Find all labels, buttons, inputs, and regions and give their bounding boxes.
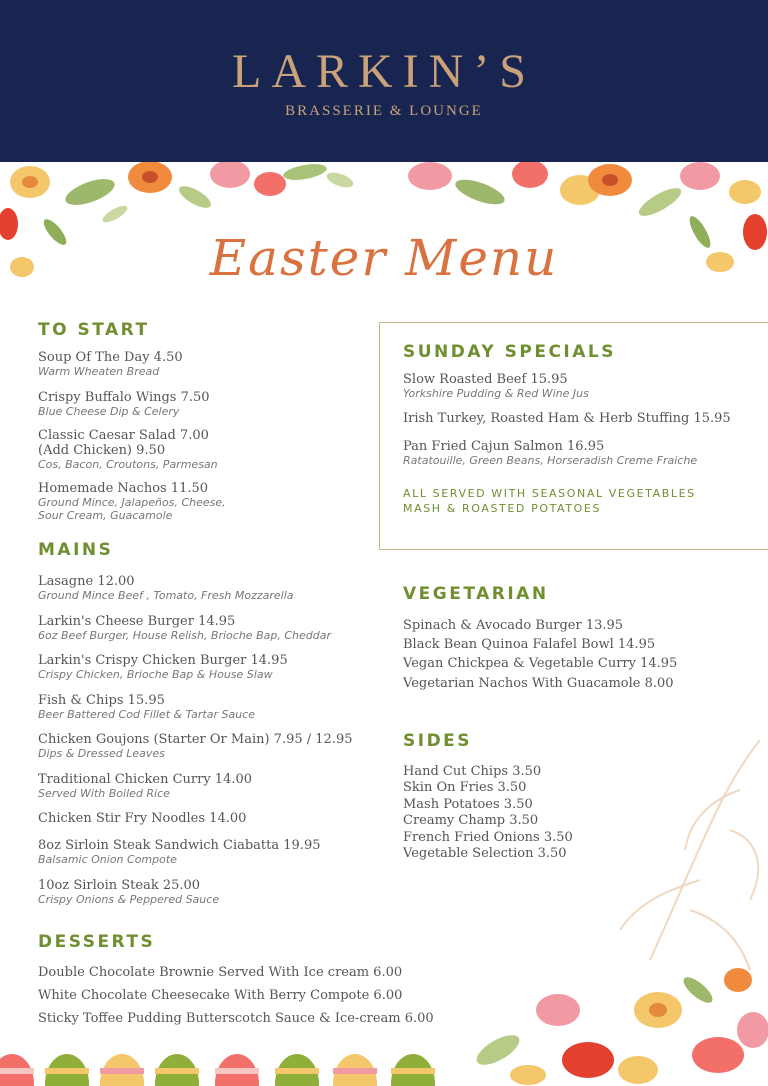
menu-item xyxy=(403,372,589,400)
sides-heading: SIDES xyxy=(403,731,473,751)
item-description: Beer Battered Cod Fillet & Tartar Sauce xyxy=(38,708,255,721)
item-name: Pan Fried Cajun Salmon 16.95 xyxy=(403,439,605,454)
item-description: Yorkshire Pudding & Red Wine Jus xyxy=(403,387,589,400)
mains-heading: MAINS xyxy=(38,540,114,560)
item-description-extra: Sour Cream, Guacamole xyxy=(38,509,173,522)
item-description: Ground Mince, Jalapeños, Cheese, xyxy=(38,496,226,509)
item-description: Served With Boiled Rice xyxy=(38,787,170,800)
item-description: Cos, Bacon, Croutons, Parmesan xyxy=(38,458,218,471)
dessert-item: Sticky Toffee Pudding Butterscotch Sauce & Ice-cream 6.00 xyxy=(38,1011,434,1026)
side-item: Vegetable Selection 3.50 xyxy=(403,846,567,861)
easter-eggs-border-decoration xyxy=(0,1048,460,1086)
to-start-heading: TO START xyxy=(38,320,150,340)
menu-item xyxy=(38,772,252,800)
item-description: Ground Mince Beef , Tomato, Fresh Mozzarella xyxy=(38,589,294,602)
item-name: Chicken Stir Fry Noodles 14.00 xyxy=(38,811,247,826)
item-name: Lasagne 12.00 xyxy=(38,574,135,589)
item-name: Soup Of The Day 4.50 xyxy=(38,350,183,365)
menu-item xyxy=(38,811,246,826)
side-item: Mash Potatoes 3.50 xyxy=(403,797,533,812)
leaf-line-art-decoration xyxy=(590,730,768,980)
sunday-specials-heading: SUNDAY SPECIALS xyxy=(403,342,616,362)
menu-item xyxy=(38,693,255,721)
dessert-item: White Chocolate Cheesecake With Berry Compote 6.00 xyxy=(38,988,403,1003)
brand-subtitle: BRASSERIE & LOUNGE xyxy=(285,103,483,119)
item-name: Slow Roasted Beef 15.95 xyxy=(403,372,568,387)
item-name: Fish & Chips 15.95 xyxy=(38,693,165,708)
side-item: Hand Cut Chips 3.50 xyxy=(403,764,542,779)
menu-item xyxy=(38,574,294,602)
side-item: Creamy Champ 3.50 xyxy=(403,813,539,828)
easter-menu-title: Easter Menu xyxy=(209,229,559,287)
item-description: Dips & Dressed Leaves xyxy=(38,747,165,760)
menu-item xyxy=(38,428,218,471)
floral-bottom-right-decoration xyxy=(448,960,768,1086)
menu-item xyxy=(38,481,226,522)
item-name: Larkin's Cheese Burger 14.95 xyxy=(38,614,236,629)
vegetarian-heading: VEGETARIAN xyxy=(403,584,549,604)
item-description: Balsamic Onion Compote xyxy=(38,853,177,866)
served-with-note: ALL SERVED WITH SEASONAL VEGETABLES xyxy=(403,487,696,500)
item-name: Larkin's Crispy Chicken Burger 14.95 xyxy=(38,653,288,668)
vegetarian-item: Spinach & Avocado Burger 13.95 xyxy=(403,618,624,633)
item-name: Classic Caesar Salad 7.00 xyxy=(38,428,209,443)
menu-item xyxy=(38,878,219,906)
item-name-extra: (Add Chicken) 9.50 xyxy=(38,443,166,458)
menu-item xyxy=(38,390,210,418)
vegetarian-item: Black Bean Quinoa Falafel Bowl 14.95 xyxy=(403,637,656,652)
item-name: Chicken Goujons (Starter Or Main) 7.95 / 12.95 xyxy=(38,732,353,747)
item-description: Ratatouille, Green Beans, Horseradish Creme Fraiche xyxy=(403,454,698,467)
served-with-note: MASH & ROASTED POTATOES xyxy=(403,502,602,515)
dessert-item: Double Chocolate Brownie Served With Ice cream 6.00 xyxy=(38,965,403,980)
item-name: 10oz Sirloin Steak 25.00 xyxy=(38,878,201,893)
vegetarian-item: Vegan Chickpea & Vegetable Curry 14.95 xyxy=(403,656,678,671)
item-name: Irish Turkey, Roasted Ham & Herb Stuffing 15.95 xyxy=(403,411,731,426)
side-item: Skin On Fries 3.50 xyxy=(403,780,527,795)
menu-item xyxy=(403,411,731,426)
header-banner xyxy=(0,0,768,162)
item-name: Traditional Chicken Curry 14.00 xyxy=(38,772,253,787)
item-description: Warm Wheaten Bread xyxy=(38,365,160,378)
menu-item xyxy=(403,439,697,467)
item-description: Crispy Onions & Peppered Sauce xyxy=(38,893,220,906)
item-name: Homemade Nachos 11.50 xyxy=(38,481,209,496)
item-name: 8oz Sirloin Steak Sandwich Ciabatta 19.95 xyxy=(38,838,321,853)
menu-item xyxy=(38,614,331,642)
menu-item xyxy=(38,653,288,681)
item-description: Blue Cheese Dip & Celery xyxy=(38,405,180,418)
side-item: French Fried Onions 3.50 xyxy=(403,830,573,845)
vegetarian-item: Vegetarian Nachos With Guacamole 8.00 xyxy=(403,676,674,691)
desserts-heading: DESSERTS xyxy=(38,932,156,952)
menu-item xyxy=(38,732,353,760)
item-name: Crispy Buffalo Wings 7.50 xyxy=(38,390,210,405)
item-description: 6oz Beef Burger, House Relish, Brioche Bap, Cheddar xyxy=(38,629,331,642)
item-description: Crispy Chicken, Brioche Bap & House Slaw xyxy=(38,668,273,681)
brand-logo: LARKIN’S xyxy=(232,45,536,98)
menu-item xyxy=(38,350,183,378)
menu-item xyxy=(38,838,320,866)
